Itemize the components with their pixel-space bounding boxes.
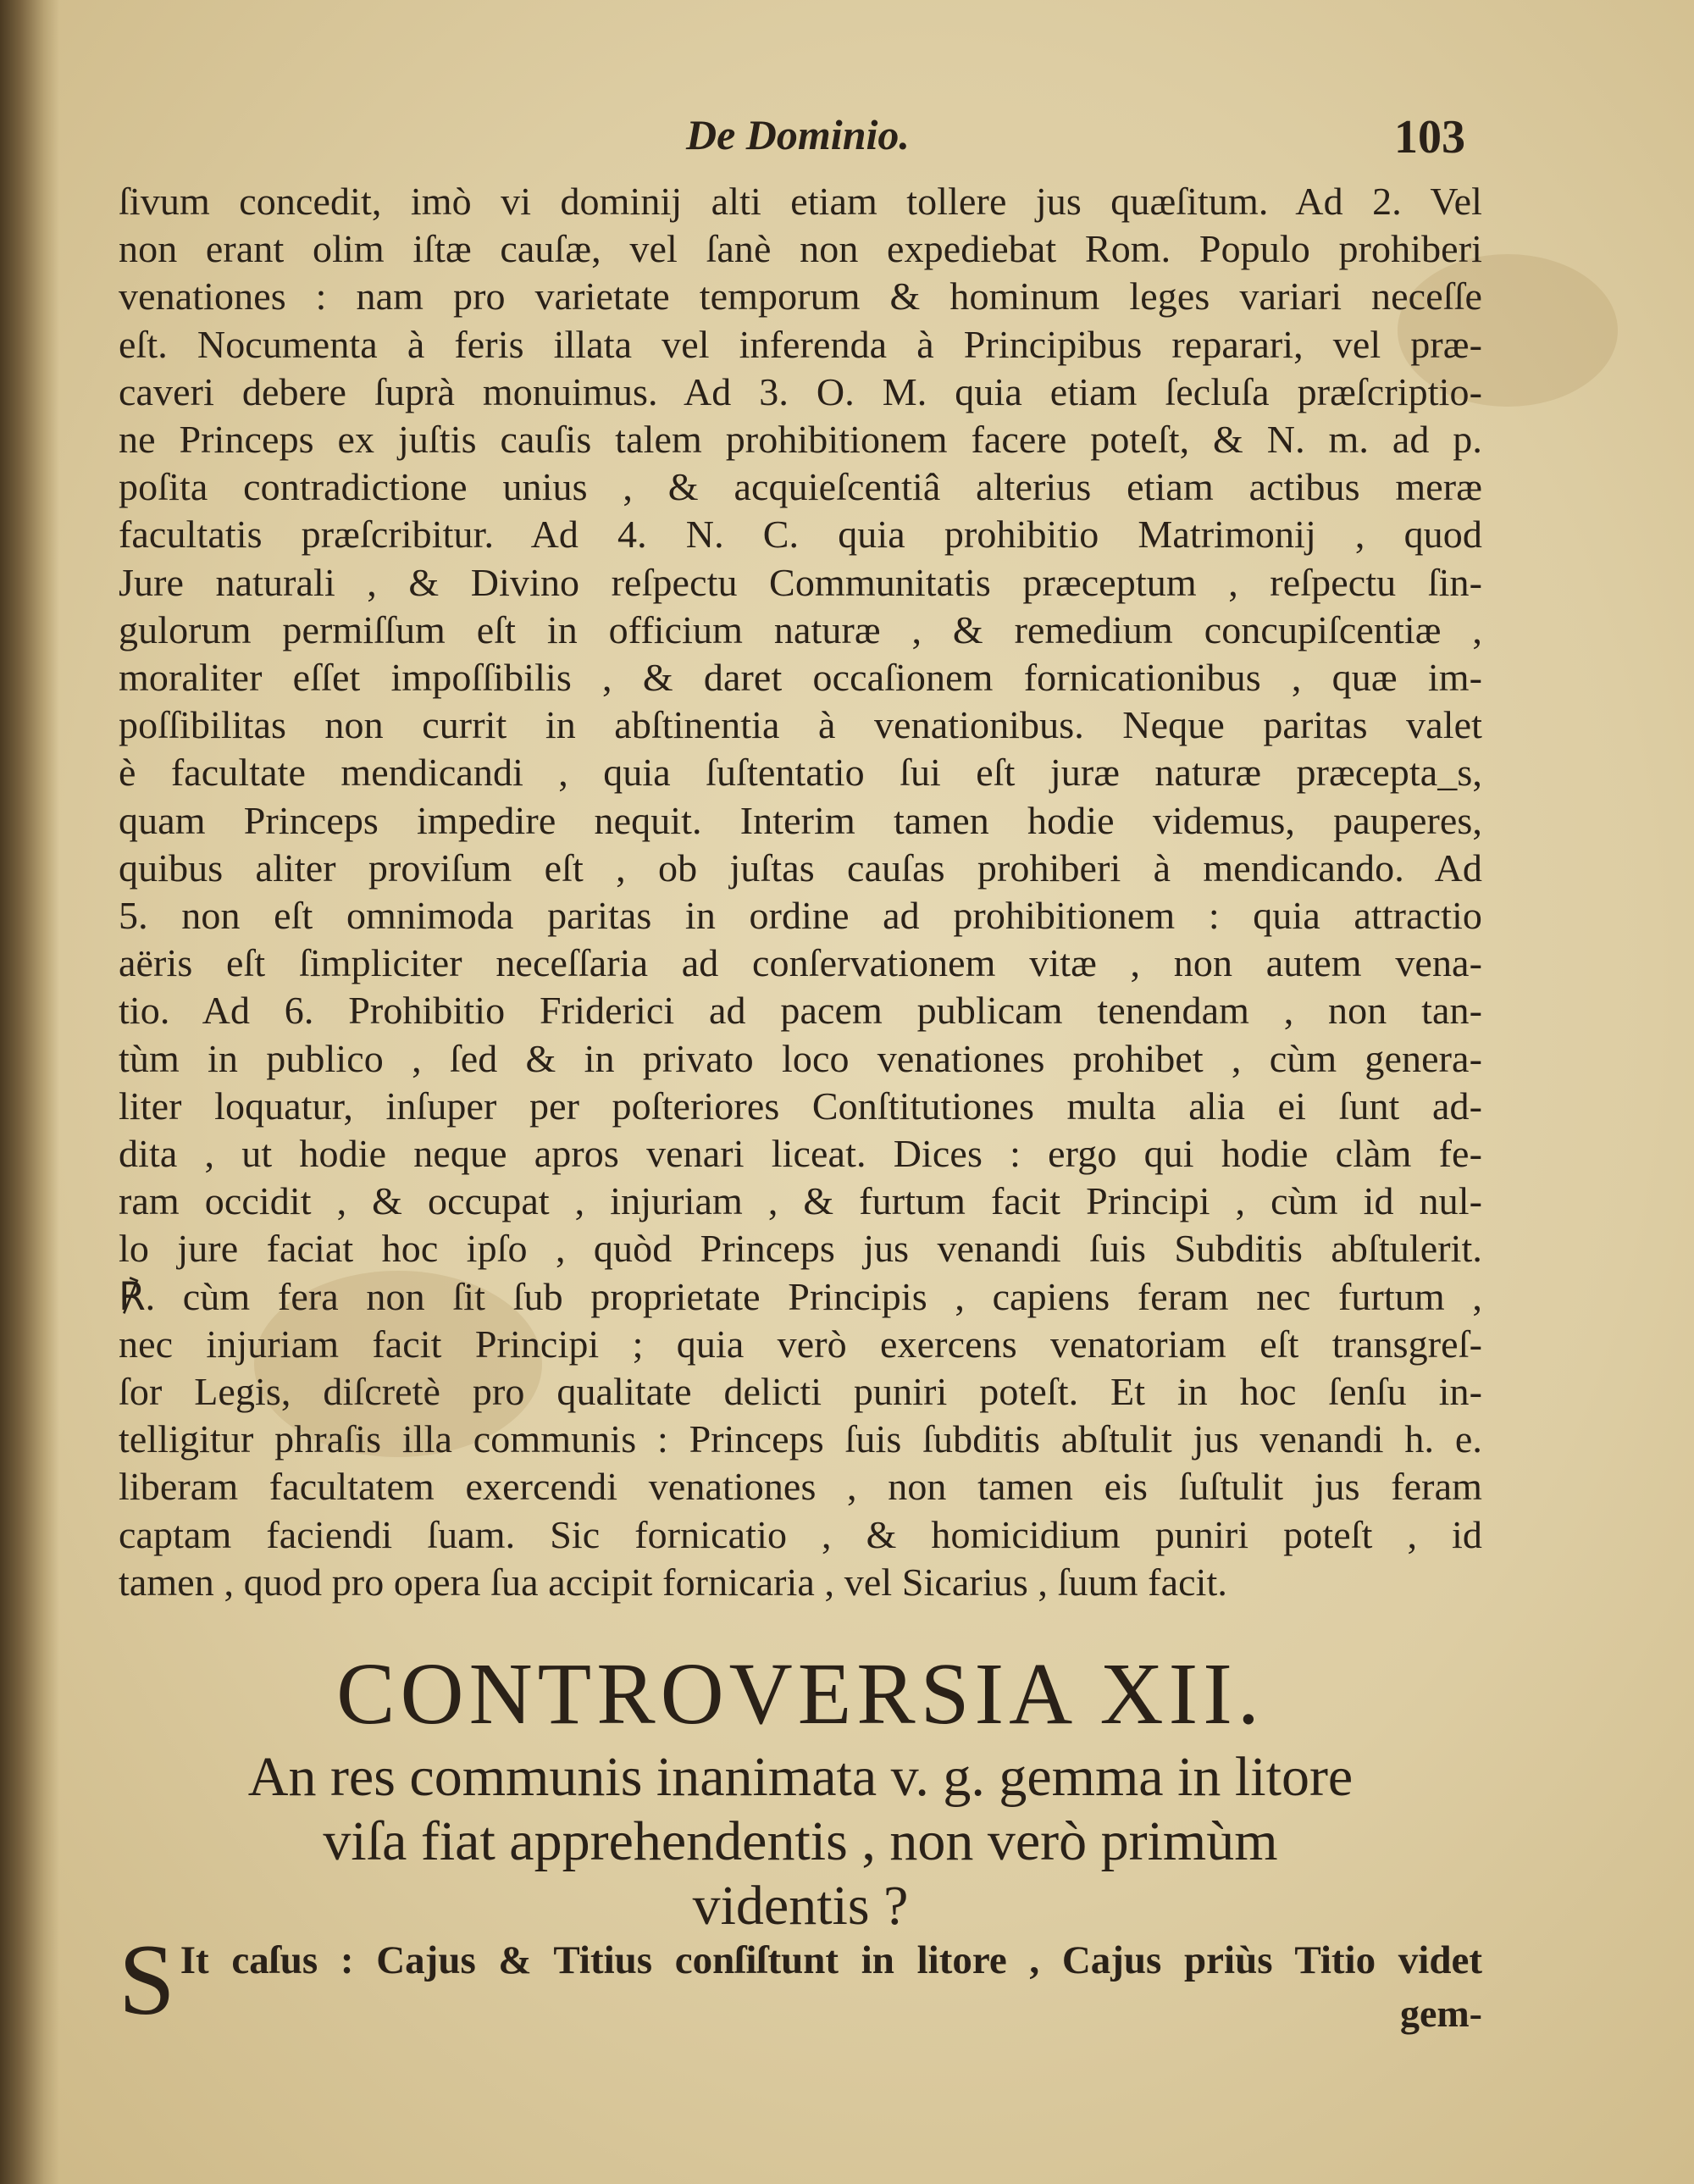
text-line: 5. non eſt omnimoda paritas in ordine ad prohibitionem : quia attractio — [119, 894, 1482, 938]
text-line: poſſibilitas non currit in abſtinentia à venationibus. Neque paritas valet — [119, 703, 1482, 747]
text-line: liberam facultatem exercendi venationes , non tamen eis ſuſtulit jus feram — [119, 1465, 1482, 1509]
text-line: quam Princeps impedire nequit. Interim tamen hodie videmus, pauperes, — [119, 798, 1482, 842]
text-line: ℟. cùm fera non ſit ſub proprietate Principis , capiens feram nec furtum , — [119, 1274, 1482, 1318]
text-line: liter loquatur, inſuper per poſteriores Conſtitutiones multa alia ei ſunt ad- — [119, 1084, 1482, 1128]
text-line: poſita contradictione unius , & acquieſcentiâ alterius etiam actibus meræ — [119, 465, 1482, 509]
text-line: facultatis præſcribitur. Ad 4. N. C. quia prohibitio Matrimonij , quod — [119, 513, 1482, 557]
text-line: captam faciendi ſuam. Sic fornicatio , & homicidium puniri poteſt , id — [119, 1512, 1482, 1556]
text-line: dita , ut hodie neque apros venari liceat. Dices : ergo qui hodie clàm fe- — [119, 1132, 1482, 1176]
text-line: ſor Legis, diſcretè pro qualitate delicti puniri poteſt. Et in hoc ſenſu in- — [119, 1370, 1482, 1414]
text-line: venationes : nam pro varietate temporum & hominum leges variari neceſſe — [119, 274, 1482, 319]
text-line: tio. Ad 6. Prohibitio Friderici ad pacem publicam tenendam , non tan- — [119, 989, 1482, 1033]
binding-gutter — [0, 0, 59, 2184]
question-line: An res communis inanimata v. g. gemma in litore — [247, 1746, 1354, 1808]
text-line: nec injuriam facit Principi ; quia verò exercens venatoriam eſt transgreſ- — [119, 1322, 1482, 1366]
text-line: tùm in publico , ſed & in privato loco venationes prohibet , cùm genera- — [119, 1036, 1482, 1080]
text-line: lo jure faciat hoc ipſo , quòd Princeps jus venandi ſuis Subditis abſtulerit. — [119, 1227, 1482, 1271]
question-line: viſa fiat apprehendentis , non verò primùm — [323, 1810, 1278, 1872]
section-heading: CONTROVERSIA XII. — [336, 1645, 1265, 1743]
text-line: aëris eſt ſimpliciter neceſſaria ad conſervationem vitæ , non autem vena- — [119, 941, 1482, 985]
text-line: ram occidit , & occupat , injuriam , & furtum facit Principi , cùm id nul- — [119, 1179, 1482, 1223]
text-line: quibus aliter proviſum eſt , ob juſtas cauſas prohiberi à mendicando. Ad — [119, 845, 1482, 890]
running-title: De Dominio. — [686, 111, 910, 158]
text-line: gulorum permiſſum eſt in officium naturæ , & remedium concupiſcentiæ , — [119, 607, 1482, 651]
text-line: ſivum concedit, imò vi dominij alti etiam tollere jus quæſitum. Ad 2. Vel — [119, 180, 1482, 223]
text-line: ne Princeps ex juſtis cauſis talem prohibitionem facere poteſt, & N. m. ad p. — [119, 418, 1482, 462]
text-line: caveri debere ſuprà monuimus. Ad 3. O. M. quia etiam ſecluſa præſcriptio- — [119, 369, 1482, 413]
drop-cap: S — [119, 1923, 175, 2036]
page-number: 103 — [1394, 111, 1465, 164]
question-line: videntis ? — [692, 1875, 909, 1937]
text-line: telligitur phraſis illa communis : Princeps ſuis ſubditis abſtulit jus venandi h. e. — [119, 1417, 1482, 1461]
page-header — [110, 110, 1465, 169]
text-line: Jure naturali , & Divino reſpectu Communitatis præceptum , reſpectu ſin- — [119, 560, 1482, 604]
section-question — [110, 1745, 1491, 1938]
catchword: gem- — [1399, 1992, 1482, 2035]
text-line: eſt. Nocumenta à feris illata vel inferenda à Principibus reparari, vel præ- — [119, 322, 1482, 366]
text-line: è facultate mendicandi , quia ſuſtentatio ſui eſt juræ naturæ præcepta_s, — [119, 751, 1482, 795]
opening-line: It caſus : Cajus & Titius conſiſtunt in litore , Cajus priùs Titio videt — [180, 1938, 1482, 1982]
opening-paragraph — [119, 1923, 1482, 2036]
text-line: non erant olim iſtæ cauſæ, vel ſanè non expediebat Rom. Populo prohiberi — [119, 227, 1482, 271]
text-line: tamen , quod pro opera ſua accipit fornicaria , vel Sicarius , ſuum facit. — [119, 1560, 1227, 1604]
body-text — [119, 178, 1482, 1606]
text-line: moraliter eſſet impoſſibilis , & daret occaſionem fornicationibus , quæ im- — [119, 656, 1482, 700]
